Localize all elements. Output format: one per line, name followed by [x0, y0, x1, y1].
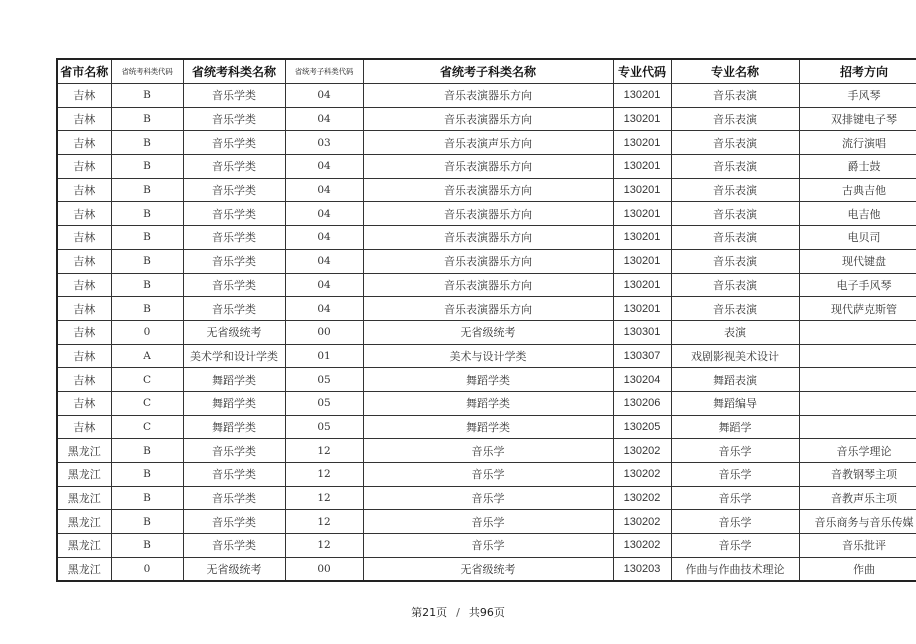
- cell-sub-category-name: 音乐学: [363, 510, 613, 534]
- cell-province-name: 吉林: [57, 131, 111, 155]
- table-row: [57, 344, 916, 368]
- cell-sub-category-code: 03: [285, 131, 363, 155]
- cell-exam-category-code: B: [111, 249, 183, 273]
- cell-major-name: 戏剧影视美术设计: [671, 344, 799, 368]
- cell-sub-category-name: 音乐表演器乐方向: [363, 155, 613, 179]
- cell-sub-category-name: 舞蹈学类: [363, 415, 613, 439]
- cell-sub-category-code: 12: [285, 510, 363, 534]
- cell-sub-category-code: 12: [285, 534, 363, 558]
- cell-major-name: 音乐学: [671, 486, 799, 510]
- cell-admission-direction: 流行演唱: [799, 131, 916, 155]
- cell-sub-category-code: 00: [285, 320, 363, 344]
- cell-admission-direction: 爵士鼓: [799, 155, 916, 179]
- table-row: [57, 368, 916, 392]
- cell-major-code: 130301: [613, 320, 671, 344]
- cell-major-name: 音乐表演: [671, 297, 799, 321]
- cell-sub-category-code: 01: [285, 344, 363, 368]
- cell-major-code: 130201: [613, 202, 671, 226]
- cell-exam-category-name: 音乐学类: [183, 486, 285, 510]
- cell-sub-category-name: 音乐学: [363, 486, 613, 510]
- cell-exam-category-code: B: [111, 273, 183, 297]
- cell-admission-direction: 电吉他: [799, 202, 916, 226]
- table-row: [57, 510, 916, 534]
- cell-major-code: 130201: [613, 84, 671, 108]
- cell-major-code: 130202: [613, 463, 671, 487]
- cell-admission-direction: [799, 320, 916, 344]
- cell-sub-category-name: 美术与设计学类: [363, 344, 613, 368]
- cell-exam-category-code: C: [111, 368, 183, 392]
- cell-exam-category-code: B: [111, 155, 183, 179]
- cell-exam-category-code: B: [111, 226, 183, 250]
- cell-exam-category-code: B: [111, 107, 183, 131]
- table-row: [57, 534, 916, 558]
- cell-sub-category-code: 05: [285, 415, 363, 439]
- cell-sub-category-code: 04: [285, 273, 363, 297]
- cell-major-name: 音乐表演: [671, 107, 799, 131]
- cell-province-name: 吉林: [57, 107, 111, 131]
- column-header-exam-category-name: 省统考科类名称: [183, 59, 285, 84]
- cell-exam-category-code: 0: [111, 320, 183, 344]
- cell-sub-category-code: 04: [285, 178, 363, 202]
- cell-major-name: 音乐表演: [671, 249, 799, 273]
- table-row: [57, 463, 916, 487]
- cell-sub-category-code: 04: [285, 249, 363, 273]
- cell-admission-direction: 音教钢琴主项: [799, 463, 916, 487]
- cell-admission-direction: 手风琴: [799, 84, 916, 108]
- cell-exam-category-name: 音乐学类: [183, 297, 285, 321]
- cell-province-name: 吉林: [57, 297, 111, 321]
- cell-exam-category-name: 无省级统考: [183, 320, 285, 344]
- table-row: [57, 486, 916, 510]
- table-body: [57, 84, 916, 582]
- cell-major-code: 130205: [613, 415, 671, 439]
- cell-major-code: 130204: [613, 368, 671, 392]
- cell-major-name: 音乐学: [671, 439, 799, 463]
- cell-province-name: 吉林: [57, 391, 111, 415]
- cell-sub-category-code: 04: [285, 107, 363, 131]
- cell-exam-category-name: 音乐学类: [183, 107, 285, 131]
- cell-sub-category-code: 04: [285, 155, 363, 179]
- table-row: [57, 84, 916, 108]
- cell-admission-direction: 电贝司: [799, 226, 916, 250]
- cell-sub-category-name: 舞蹈学类: [363, 368, 613, 392]
- cell-admission-direction: [799, 368, 916, 392]
- cell-major-code: 130206: [613, 391, 671, 415]
- cell-sub-category-code: 05: [285, 391, 363, 415]
- table-row: [57, 439, 916, 463]
- cell-sub-category-code: 12: [285, 486, 363, 510]
- cell-major-code: 130202: [613, 510, 671, 534]
- cell-sub-category-name: 音乐表演声乐方向: [363, 131, 613, 155]
- cell-admission-direction: 古典吉他: [799, 178, 916, 202]
- cell-major-code: 130202: [613, 486, 671, 510]
- cell-exam-category-code: B: [111, 463, 183, 487]
- cell-admission-direction: 音乐商务与音乐传媒: [799, 510, 916, 534]
- cell-major-code: 130202: [613, 534, 671, 558]
- cell-major-name: 音乐学: [671, 534, 799, 558]
- table-row: [57, 107, 916, 131]
- cell-province-name: 吉林: [57, 368, 111, 392]
- cell-sub-category-code: 04: [285, 84, 363, 108]
- enrollment-table: [56, 58, 916, 582]
- cell-sub-category-code: 04: [285, 226, 363, 250]
- cell-exam-category-code: B: [111, 84, 183, 108]
- column-header-major-name: 专业名称: [671, 59, 799, 84]
- cell-admission-direction: 现代键盘: [799, 249, 916, 273]
- cell-exam-category-name: 音乐学类: [183, 273, 285, 297]
- cell-exam-category-name: 音乐学类: [183, 155, 285, 179]
- cell-major-code: 130201: [613, 226, 671, 250]
- table-row: [57, 320, 916, 344]
- cell-major-name: 音乐表演: [671, 202, 799, 226]
- cell-province-name: 吉林: [57, 226, 111, 250]
- cell-sub-category-name: 舞蹈学类: [363, 391, 613, 415]
- cell-exam-category-name: 音乐学类: [183, 84, 285, 108]
- cell-major-name: 舞蹈编导: [671, 391, 799, 415]
- cell-province-name: 吉林: [57, 344, 111, 368]
- cell-exam-category-name: 音乐学类: [183, 178, 285, 202]
- table-row: [57, 557, 916, 581]
- cell-sub-category-name: 无省级统考: [363, 557, 613, 581]
- table-row: [57, 249, 916, 273]
- cell-province-name: 吉林: [57, 155, 111, 179]
- cell-sub-category-name: 音乐表演器乐方向: [363, 226, 613, 250]
- cell-exam-category-code: 0: [111, 557, 183, 581]
- cell-major-name: 舞蹈表演: [671, 368, 799, 392]
- cell-admission-direction: 现代萨克斯管: [799, 297, 916, 321]
- cell-major-code: 130201: [613, 249, 671, 273]
- cell-exam-category-code: B: [111, 439, 183, 463]
- cell-sub-category-code: 00: [285, 557, 363, 581]
- cell-major-name: 舞蹈学: [671, 415, 799, 439]
- cell-major-name: 音乐表演: [671, 155, 799, 179]
- cell-major-code: 130201: [613, 273, 671, 297]
- table-header: [57, 59, 916, 84]
- page-indicator: [0, 604, 916, 620]
- cell-province-name: 吉林: [57, 249, 111, 273]
- cell-major-code: 130201: [613, 155, 671, 179]
- cell-admission-direction: 音乐学理论: [799, 439, 916, 463]
- table-row: [57, 297, 916, 321]
- page-separator: /: [456, 606, 460, 619]
- cell-sub-category-name: 无省级统考: [363, 320, 613, 344]
- table-row: [57, 273, 916, 297]
- table-row: [57, 202, 916, 226]
- column-header-exam-category-code: 省统考科类代码: [111, 59, 183, 84]
- cell-major-name: 音乐表演: [671, 131, 799, 155]
- cell-province-name: 吉林: [57, 202, 111, 226]
- cell-exam-category-name: 舞蹈学类: [183, 415, 285, 439]
- cell-admission-direction: 电子手风琴: [799, 273, 916, 297]
- cell-exam-category-name: 音乐学类: [183, 510, 285, 534]
- table-row: [57, 131, 916, 155]
- cell-exam-category-name: 音乐学类: [183, 534, 285, 558]
- column-header-sub-category-code: 省统考子科类代码: [285, 59, 363, 84]
- current-page-label: 第21页: [411, 606, 448, 619]
- column-header-admission-direction: 招考方向: [799, 59, 916, 84]
- cell-province-name: 黑龙江: [57, 486, 111, 510]
- total-pages-label: 共96页: [468, 606, 505, 619]
- cell-province-name: 吉林: [57, 178, 111, 202]
- cell-exam-category-name: 音乐学类: [183, 226, 285, 250]
- cell-admission-direction: 双排键电子琴: [799, 107, 916, 131]
- cell-major-name: 音乐学: [671, 510, 799, 534]
- cell-province-name: 黑龙江: [57, 534, 111, 558]
- cell-major-name: 作曲与作曲技术理论: [671, 557, 799, 581]
- cell-exam-category-code: B: [111, 486, 183, 510]
- cell-major-name: 表演: [671, 320, 799, 344]
- column-header-major-code: 专业代码: [613, 59, 671, 84]
- cell-sub-category-name: 音乐表演器乐方向: [363, 84, 613, 108]
- cell-sub-category-code: 04: [285, 297, 363, 321]
- cell-province-name: 吉林: [57, 84, 111, 108]
- cell-major-name: 音乐表演: [671, 273, 799, 297]
- column-header-sub-category-name: 省统考子科类名称: [363, 59, 613, 84]
- cell-major-code: 130201: [613, 178, 671, 202]
- cell-exam-category-name: 舞蹈学类: [183, 391, 285, 415]
- cell-major-name: 音乐表演: [671, 178, 799, 202]
- cell-sub-category-name: 音乐表演器乐方向: [363, 249, 613, 273]
- cell-exam-category-name: 舞蹈学类: [183, 368, 285, 392]
- cell-sub-category-name: 音乐学: [363, 439, 613, 463]
- cell-major-code: 130203: [613, 557, 671, 581]
- cell-exam-category-code: B: [111, 178, 183, 202]
- cell-major-code: 130201: [613, 131, 671, 155]
- cell-exam-category-code: A: [111, 344, 183, 368]
- cell-exam-category-code: B: [111, 202, 183, 226]
- table-row: [57, 155, 916, 179]
- cell-major-code: 130201: [613, 297, 671, 321]
- cell-major-name: 音乐表演: [671, 84, 799, 108]
- cell-sub-category-name: 音乐表演器乐方向: [363, 178, 613, 202]
- cell-major-name: 音乐表演: [671, 226, 799, 250]
- cell-exam-category-code: B: [111, 131, 183, 155]
- table-row: [57, 415, 916, 439]
- cell-province-name: 吉林: [57, 320, 111, 344]
- cell-exam-category-name: 音乐学类: [183, 463, 285, 487]
- cell-exam-category-name: 音乐学类: [183, 202, 285, 226]
- cell-exam-category-code: B: [111, 510, 183, 534]
- cell-province-name: 吉林: [57, 415, 111, 439]
- table-row: [57, 178, 916, 202]
- cell-exam-category-code: B: [111, 534, 183, 558]
- cell-admission-direction: 作曲: [799, 557, 916, 581]
- cell-exam-category-name: 音乐学类: [183, 249, 285, 273]
- cell-exam-category-name: 音乐学类: [183, 131, 285, 155]
- cell-major-code: 130201: [613, 107, 671, 131]
- column-header-province-name: 省市名称: [57, 59, 111, 84]
- cell-province-name: 黑龙江: [57, 557, 111, 581]
- cell-major-name: 音乐学: [671, 463, 799, 487]
- cell-exam-category-name: 美术学和设计学类: [183, 344, 285, 368]
- cell-sub-category-code: 12: [285, 463, 363, 487]
- table-row: [57, 391, 916, 415]
- cell-sub-category-name: 音乐表演器乐方向: [363, 297, 613, 321]
- cell-exam-category-code: B: [111, 297, 183, 321]
- cell-sub-category-name: 音乐表演器乐方向: [363, 202, 613, 226]
- cell-exam-category-name: 音乐学类: [183, 439, 285, 463]
- cell-admission-direction: 音教声乐主项: [799, 486, 916, 510]
- cell-province-name: 黑龙江: [57, 439, 111, 463]
- cell-admission-direction: [799, 344, 916, 368]
- cell-province-name: 黑龙江: [57, 510, 111, 534]
- cell-sub-category-name: 音乐学: [363, 534, 613, 558]
- cell-province-name: 吉林: [57, 273, 111, 297]
- cell-sub-category-name: 音乐学: [363, 463, 613, 487]
- cell-major-code: 130307: [613, 344, 671, 368]
- cell-admission-direction: [799, 391, 916, 415]
- cell-sub-category-code: 05: [285, 368, 363, 392]
- cell-major-code: 130202: [613, 439, 671, 463]
- cell-sub-category-name: 音乐表演器乐方向: [363, 273, 613, 297]
- cell-province-name: 黑龙江: [57, 463, 111, 487]
- cell-sub-category-code: 12: [285, 439, 363, 463]
- cell-sub-category-code: 04: [285, 202, 363, 226]
- cell-exam-category-code: C: [111, 415, 183, 439]
- cell-admission-direction: 音乐批评: [799, 534, 916, 558]
- table-row: [57, 226, 916, 250]
- cell-exam-category-code: C: [111, 391, 183, 415]
- cell-exam-category-name: 无省级统考: [183, 557, 285, 581]
- cell-sub-category-name: 音乐表演器乐方向: [363, 107, 613, 131]
- cell-admission-direction: [799, 415, 916, 439]
